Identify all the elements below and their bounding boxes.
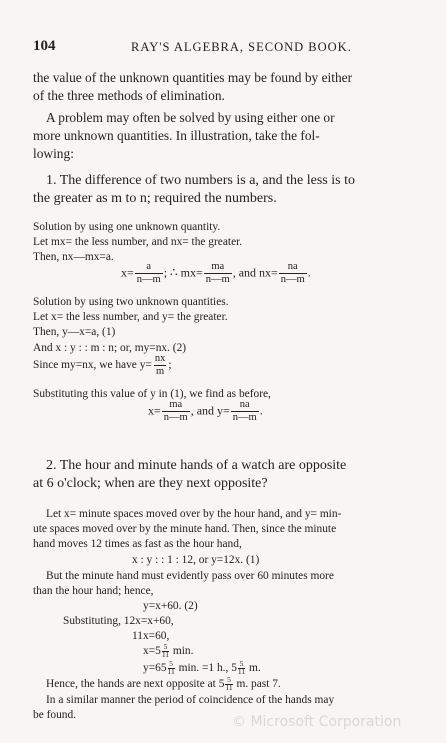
problem-1-statement-line-2: the greater as m to n; required the numbers. <box>33 191 277 206</box>
eq-text: Hence, the hands are next opposite at 5 <box>46 677 225 690</box>
page-number: 104 <box>33 38 56 54</box>
problem-2-statement-line-1: 2. The hour and minute hands of a watch are opposite <box>46 458 347 473</box>
denominator: 11 <box>167 666 175 676</box>
solution-line: Substituting this value of y in (1), we find as before, <box>33 388 271 400</box>
problem-2-statement-line-2: at 6 o'clock; when are they next opposite? <box>33 476 268 491</box>
numerator: 5 <box>169 659 173 668</box>
eq-text: ; <box>168 359 172 372</box>
solution-line: But the minute hand must evidently pass over 60 minutes more <box>46 570 334 582</box>
eq-text: . <box>259 403 263 418</box>
denominator: n—m <box>136 273 161 285</box>
fraction <box>135 262 163 285</box>
intro-line-1: the value of the unknown quantities may be found by either <box>33 70 353 85</box>
fraction <box>231 400 259 423</box>
equation-2 <box>148 400 263 423</box>
denominator: n—m <box>163 411 188 423</box>
fraction <box>204 262 232 285</box>
eq-text: x= <box>148 403 161 418</box>
fraction <box>153 354 168 377</box>
equation-line: y=x+60. (2) <box>143 600 198 612</box>
eq-text: . <box>307 265 311 280</box>
denominator: 11 <box>237 666 246 676</box>
eq-text: m. past 7. <box>233 677 281 690</box>
numerator: na <box>239 399 250 410</box>
solution-line <box>46 677 281 692</box>
solution-two-unknowns-heading: Solution by using two unknown quantities. <box>33 296 229 308</box>
problem-1-statement-line-1: 1. The difference of two numbers is a, and the less is to <box>46 173 355 188</box>
intro-line-4: more unknown quantities. In illustration, take the fol- <box>33 128 320 143</box>
numerator: a <box>146 261 152 272</box>
intro-line-5: lowing: <box>33 146 74 161</box>
numerator: 5 <box>239 659 244 668</box>
solution-one-unknown-heading: Solution by using one unknown quantity. <box>33 221 221 233</box>
numerator: 5 <box>163 642 168 651</box>
eq-text: , and y= <box>190 403 230 418</box>
solution-line: Then, y—x=a, (1) <box>33 326 116 338</box>
denominator: n—m <box>205 273 230 285</box>
denominator: m <box>155 365 165 377</box>
watermark: © Microsoft Corporation <box>232 714 402 730</box>
solution-line: Then, nx—mx=a. <box>33 251 114 263</box>
solution-line: In a similar manner the period of coincidence of the hands may <box>46 694 335 706</box>
equation-line <box>143 661 261 676</box>
intro-line-2: of the three methods of elimination. <box>33 88 225 103</box>
solution-line-since <box>33 354 172 377</box>
solution-line: And x : y : : m : n; or, my=nx. (2) <box>33 342 187 354</box>
eq-text: y=65 <box>143 661 167 674</box>
eq-text: Since my=nx, we have y= <box>33 359 152 372</box>
solution-line: Let x= the less number, and y= the greater. <box>33 311 228 323</box>
solution-line: than the hour hand; hence, <box>33 585 154 597</box>
solution-line: ute spaces moved over by the minute hand. Then, since the minute <box>33 523 337 535</box>
equation-1 <box>121 262 311 285</box>
equation-line <box>143 644 193 659</box>
denominator: n—m <box>280 273 305 285</box>
equation-line: Substituting, 12x=x+60, <box>63 615 174 627</box>
fraction <box>279 262 307 285</box>
eq-text: min. <box>170 644 194 657</box>
denominator: 11 <box>225 682 233 692</box>
fraction <box>162 400 190 423</box>
numerator: 5 <box>227 675 231 684</box>
eq-text: ; ∴ mx= <box>163 265 203 280</box>
numerator: na <box>287 261 298 272</box>
equation-line: 11x=60, <box>132 630 170 642</box>
eq-text: m. <box>246 661 261 674</box>
running-title: RAY'S ALGEBRA, SECOND BOOK. <box>131 40 352 54</box>
intro-line-3: A problem may often be solved by using either one or <box>46 110 335 125</box>
eq-text: min. =1 h., 5 <box>175 661 237 674</box>
mixed-fraction <box>162 644 169 659</box>
equation-line: x : y : : 1 : 12, or y=12x. (1) <box>132 554 260 566</box>
solution-line: hand moves 12 times as fast as the hour hand, <box>33 538 242 550</box>
denominator: n—m <box>232 411 257 423</box>
mixed-fraction <box>225 677 232 692</box>
eq-text: x= <box>121 265 134 280</box>
denominator: 11 <box>161 649 170 659</box>
numerator: ma <box>169 399 183 410</box>
solution-line: be found. <box>33 709 77 721</box>
solution-line: Let mx= the less number, and nx= the greater. <box>33 236 243 248</box>
mixed-fraction <box>238 661 245 676</box>
eq-text: , and nx= <box>232 265 278 280</box>
mixed-fraction <box>168 661 175 676</box>
eq-text: x=5 <box>143 644 161 657</box>
numerator: ma <box>211 261 225 272</box>
solution-line: Let x= minute spaces moved over by the hour hand, and y= min- <box>46 508 342 520</box>
numerator: nx <box>154 353 166 364</box>
